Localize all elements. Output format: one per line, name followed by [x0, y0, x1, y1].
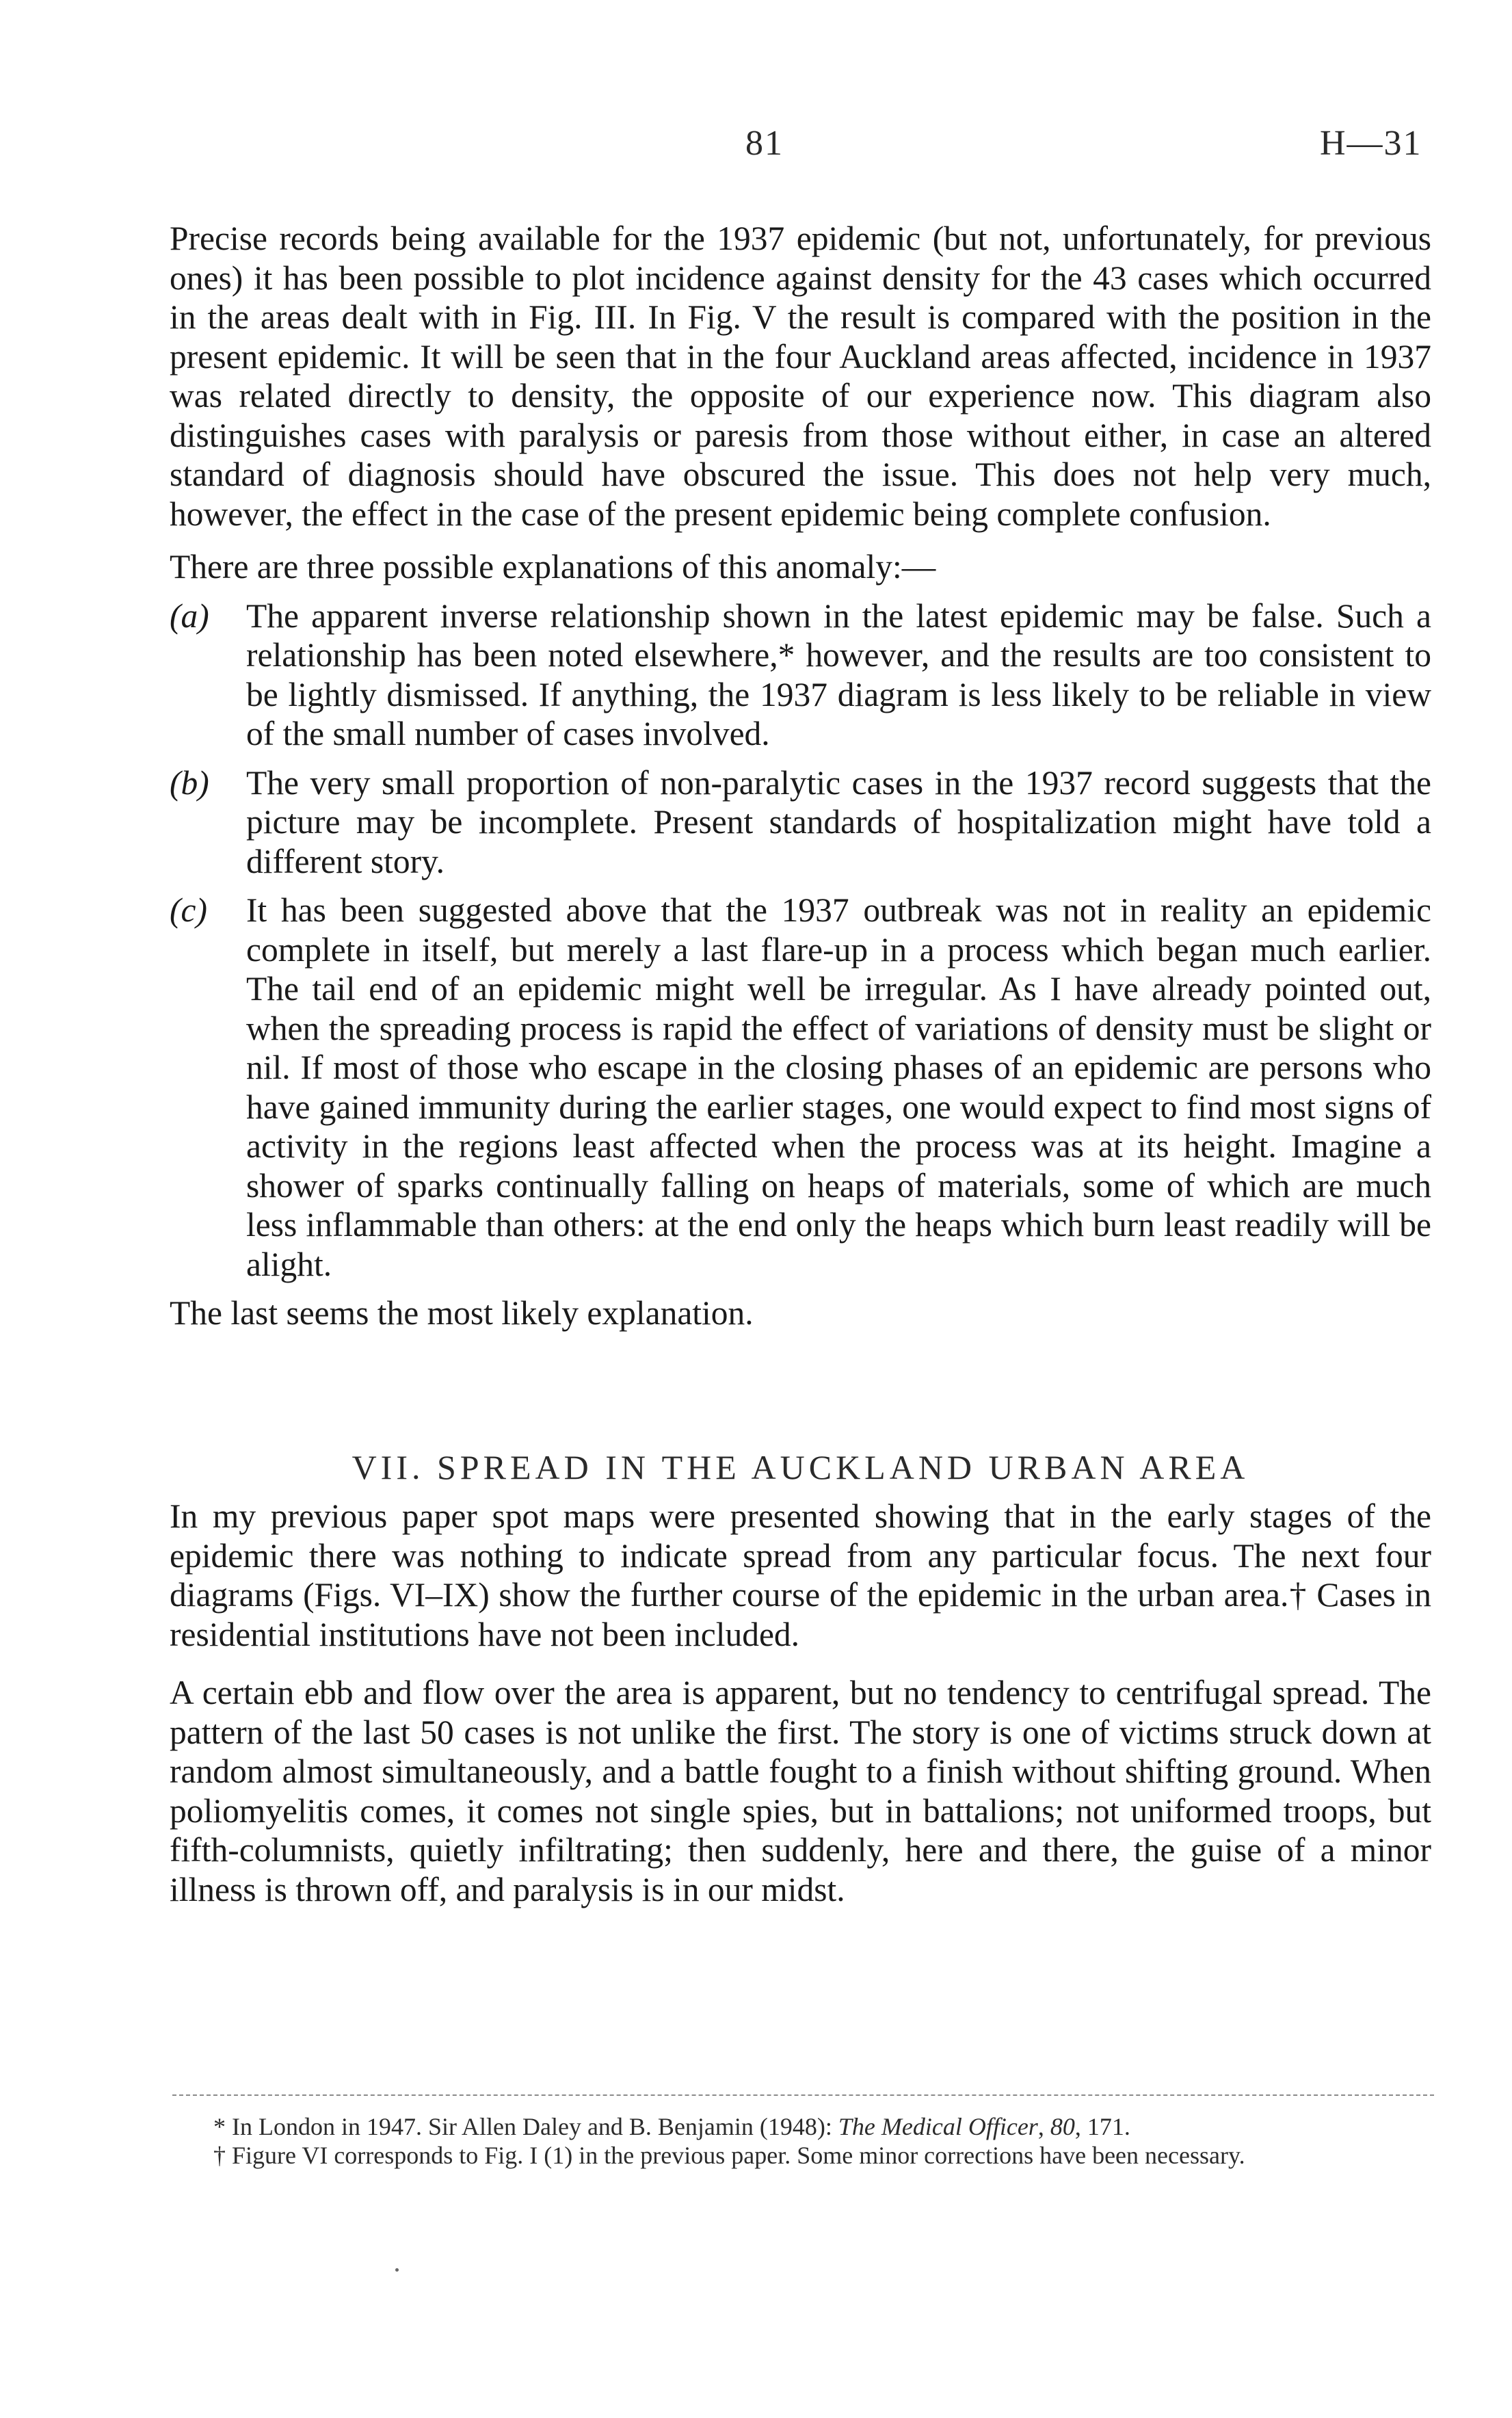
footnote-1-journal: The Medical Officer	[838, 2113, 1038, 2140]
explanation-a-text: The apparent inverse relationship shown in the latest epidemic may be false. Such a relationship has been noted elsewhere,* however, and the results are too consistent to be lightly dismissed. If anything, the 1937 diagram is less likely to be reliable in view of the small number of cases involved.	[246, 596, 1431, 752]
explanation-b-label: (b)	[170, 763, 209, 802]
footnote-1: * In London in 1947. Sir Allen Daley and B. Benjamin (1948): The Medical Officer, 80, 171.	[213, 2113, 1130, 2140]
footnotes	[170, 2112, 1431, 2170]
paragraph-conclusion: The last seems the most likely explanation.	[170, 1294, 754, 1332]
footnote-1-suffix: , 171.	[1074, 2113, 1130, 2140]
explanation-a	[170, 596, 1431, 754]
explanation-a-label: (a)	[170, 596, 209, 635]
section-heading: VII. SPREAD IN THE AUCKLAND URBAN AREA	[352, 1447, 1249, 1486]
paragraph-explanations-intro: There are three possible explanations of this anomaly:—	[170, 548, 936, 586]
explanation-c-label: (c)	[170, 891, 207, 929]
footnote-1-volume: 80	[1050, 2113, 1075, 2140]
main-text	[170, 219, 1431, 1909]
paragraph-precise-records: Precise records being available for the 1937 epidemic (but not, unfortunately, for previous ones) it has been possible to plot incidence against density for the 43 cases which occurred in the areas dealt with in Fig. III. In Fig. V the result is compared with the position in the present epidemic. It will be seen that in the four Auckland areas affected, incidence in 1937 was related directly to density, the opposite of our experience now. This diagram also distinguishes cases with paralysis or paresis from those without either, in case an altered standard of diagnosis should have obscured the issue. This does not help very much, however, the effect in the case of the present epidemic being complete confusion.	[170, 220, 1431, 533]
footnote-2: † Figure VI corresponds to Fig. I (1) in the previous paper. Some minor corrections have been necessary.	[213, 2142, 1245, 2169]
explanation-b	[170, 763, 1431, 882]
footnote-divider	[172, 2094, 1434, 2096]
report-code: H—31	[1320, 124, 1422, 163]
explanation-b-text: The very small proportion of non-paralytic cases in the 1937 record suggests that the picture may be incomplete. Present standards of hospitalization might have told a different story.	[246, 763, 1431, 880]
paragraph-ebb-and-flow: A certain ebb and flow over the area is apparent, but no tendency to centrifugal spread. The pattern of the last 50 cases is not unlike the first. The story is one of victims struck down at random almost simultaneously, and a battle fought to a finish without shifting ground. When poliomyelitis comes, it comes not single spies, but in battalions; not uniformed troops, but fifth-columnists, quietly infiltrating; then suddenly, here and there, the guise of a minor illness is thrown off, and paralysis is in our midst.	[170, 1674, 1431, 1908]
explanation-c	[170, 891, 1431, 1284]
paragraph-spot-maps: In my previous paper spot maps were presented showing that in the early stages of the epidemic there was nothing to indicate spread from any particular focus. The next four diagrams (Figs. VI–IX) show the further course of the epidemic in the urban area.† Cases in residential institutions have not been included.	[170, 1497, 1431, 1653]
explanation-c-text: It has been suggested above that the 1937 outbreak was not in reality an epidemic complete in itself, but merely a last flare-up in a process which began much earlier. The tail end of an epidemic might well be irregular. As I have already pointed out, when the spreading process is rapid the effect of variations of density must be slight or nil. If most of those who escape in the closing phases of an epidemic are persons who have gained immunity during the earlier stages, one would expect to find most signs of activity in the regions least affected when the process was at its height. Imagine a shower of sparks continually falling on heaps of materials, some of which are much less inflammable than others: at the end only the heaps which burn least readily will be alight.	[246, 891, 1431, 1283]
footnote-1-prefix: * In London in 1947. Sir Allen Daley and B. Benjamin (1948):	[213, 2113, 838, 2140]
stray-mark	[395, 2268, 399, 2272]
page-number: 81	[745, 124, 784, 163]
